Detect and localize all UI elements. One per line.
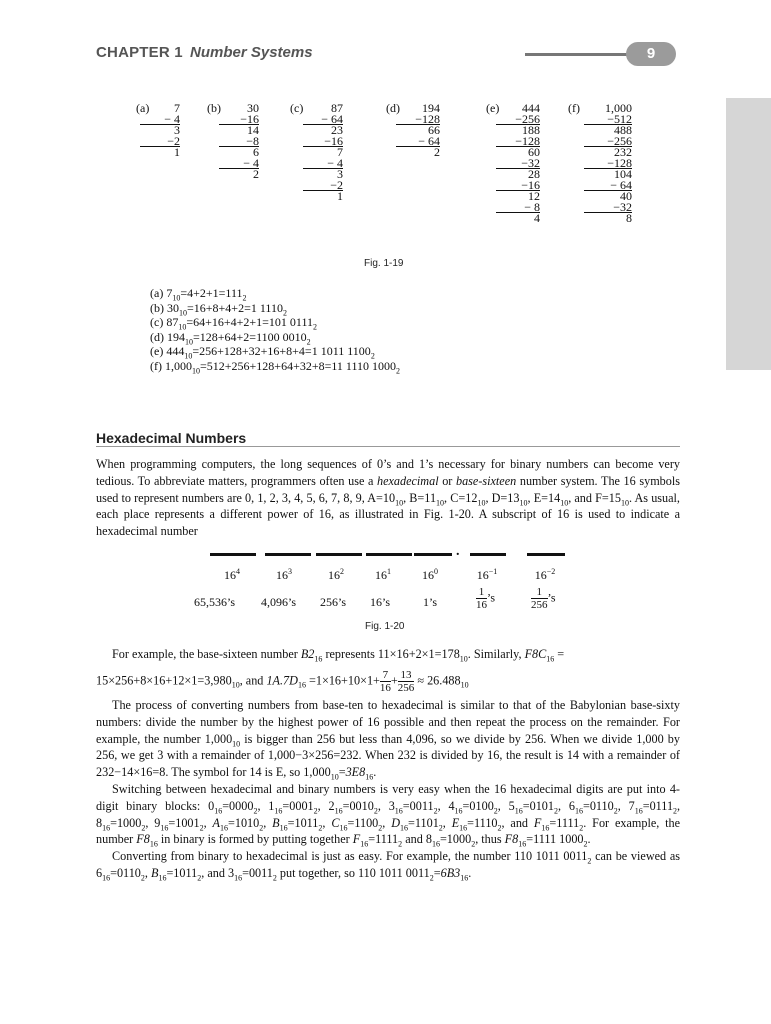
place-slot <box>210 553 256 556</box>
subtraction-line: −128 <box>584 158 632 170</box>
power-label: $16^3$ <box>276 567 292 582</box>
page-number: 9 <box>626 42 676 66</box>
subtraction-line: −128 <box>396 114 440 126</box>
hex-binary-pair: $8_{16}=1000_2$, <box>96 815 155 833</box>
subtraction-line: − 4 <box>303 158 343 170</box>
chapter-label: CHAPTER 1 <box>96 44 183 61</box>
hex-binary-pair: $2_{16}=0010_2$, <box>328 798 389 816</box>
subtraction-line: 1 <box>337 189 343 203</box>
subtraction-line: −256 <box>496 114 540 126</box>
place-slot <box>414 553 452 556</box>
binhex-paragraph: Converting from binary to hexadecimal is just as easy. For example, the number 110 1011 $0011_2$ can be viewed as $6_{16}=0110_2$, $B_{16}=1011_2$, and $3_{16}=0011_2$ put together, so 110 1011 $0011_2=6B3_{16}$. <box>96 849 680 883</box>
place-value-label: 65,536’s <box>194 595 236 609</box>
power-label: $16^{-1}$ <box>476 567 498 582</box>
intro-paragraph: When programming computers, the long sequences of 0’s and 1’s necessary for binary numbers can become very tedious. To abbreviate matters, programmers often use a hexadecimal or base-sixteen number system. The 16 symbols used to represent numbers are 0, 1, 2, 3, 4, 5, 6, 7, 8, 9, $A=10_{10}$, $B=11_{10}$, $C=12_{10}$, $D=13_{10}$, $E=14_{10}$, and $F=15_{10}$. As usual, each place represents a different power of 16, as illustrated in Fig. 1-20. A subscript of 16 is used to indicate a hexadecimal number <box>96 457 680 539</box>
subtraction-line: −256 <box>584 136 632 148</box>
hex-binary-pair: $C_{16}=1100_2$, <box>331 815 392 833</box>
power-label: $16^0$ <box>422 567 438 582</box>
subtraction-line: 4 <box>534 211 540 225</box>
example-paragraph: For example, the base-sixteen number $B2_{16}$ represents $11\times 16+2\times 1=178_{10}$. Similarly, $F8C_{16}$ = $15\times 256+8\times 16+12\times 1=3,980_{10}$, and $1A.7D_{16} =1\times 16+10\times 1+$ $\frac{7}{16}$ + $\frac{13}{256}$ ≈ $26.488_{10}$ <box>96 647 565 694</box>
hex-binary-pair: $E_{16}=1110_2$, and <box>451 815 534 833</box>
figure-1-20-caption: Fig. 1-20 <box>365 621 405 632</box>
subtraction-line: 8 <box>626 211 632 225</box>
hex-binary-pair: $3_{16}=0011_2$, <box>388 798 449 816</box>
hex-binary-pair: $5_{16}=0101_2$, <box>508 798 569 816</box>
subtraction-line: 60 <box>528 145 540 159</box>
header-rule <box>525 53 635 56</box>
section-rule <box>96 446 680 447</box>
subtraction-line: 87 <box>331 101 343 115</box>
result-line: (e) $444_{10}=256+128+32+16+8+4=1$ 1011 $1100_2$ <box>150 344 375 361</box>
power-label: $16^1$ <box>375 567 391 582</box>
subtraction-line: 232 <box>614 145 632 159</box>
subtraction-line: − 4 <box>140 114 180 126</box>
subtraction-label: (c) <box>290 101 304 115</box>
place-value-fraction: $\frac{1}{256}$ ’s <box>531 586 556 611</box>
hex-binary-pair: $0_{16}=0000_2$, <box>208 798 269 816</box>
subtraction-line: −8 <box>219 136 259 148</box>
subtraction-line: − 4 <box>219 158 259 170</box>
subtraction-line: 444 <box>522 101 540 115</box>
power-label: $16^2$ <box>328 567 344 582</box>
subtraction-line: 2 <box>253 167 259 181</box>
place-slot <box>265 553 311 556</box>
hex-binary-pair: $B_{16}=1011_2$, <box>272 815 332 833</box>
power-label: $16^{-2}$ <box>534 567 556 582</box>
subtraction-line: −16 <box>219 114 259 126</box>
result-line: (b) $30_{10}=16+8+4+2=1$ $1110_2$ <box>150 300 287 317</box>
subtraction-line: −128 <box>496 136 540 148</box>
subtraction-line: −32 <box>496 158 540 170</box>
subtraction-line: 194 <box>422 101 440 115</box>
place-value-label: 1’s <box>423 595 438 609</box>
hex-binary-pair: $9_{16}=1001_2$, <box>154 815 213 833</box>
subtraction-line: 488 <box>614 123 632 137</box>
subtraction-line: 6 <box>253 145 259 159</box>
power-label: $16^4$ <box>224 567 240 582</box>
subtraction-label: (e) <box>486 101 500 115</box>
thumb-tab <box>726 98 771 370</box>
subtraction-line: 28 <box>528 167 540 181</box>
subtraction-line: − 64 <box>396 136 440 148</box>
hex-binary-pair: $4_{16}=0100_2$, <box>448 798 509 816</box>
chapter-title: Number Systems <box>190 44 313 61</box>
subtraction-line: 2 <box>434 145 440 159</box>
result-line: (f) $1,000_{10}=512+256+128+64+32+8=11$ 1110 $1000_2$ <box>150 358 401 375</box>
subtraction-line: − 8 <box>496 202 540 214</box>
subtraction-line: 1 <box>174 145 180 159</box>
place-slot <box>470 553 506 556</box>
place-value-label: 16’s <box>370 595 391 609</box>
hex-binary-pair: $F_{16}=1111_2$. <box>533 815 587 833</box>
hex-binary-pair: $7_{16}=0111_2$, <box>628 798 681 816</box>
subtraction-line: 3 <box>337 167 343 181</box>
subtraction-line: 40 <box>620 189 632 203</box>
subtraction-label: (b) <box>207 101 221 115</box>
place-slot <box>316 553 362 556</box>
subtraction-line: 14 <box>247 123 259 137</box>
hex-binary-pair: $1_{16}=0001_2$, <box>268 798 329 816</box>
subtraction-line: 104 <box>614 167 632 181</box>
subtraction-line: 7 <box>337 145 343 159</box>
subtraction-line: 3 <box>174 123 180 137</box>
subtraction-line: 1,000 <box>605 101 632 115</box>
subtraction-line: −16 <box>303 136 343 148</box>
place-slot <box>366 553 412 556</box>
subtraction-label: (a) <box>136 101 150 115</box>
place-value-label: 256’s <box>320 595 347 609</box>
result-line: (a) $7_{10}=4+2+1=111_2$ <box>150 286 247 303</box>
subtraction-line: − 64 <box>303 114 343 126</box>
radix-point: . <box>456 544 460 559</box>
hex-binary-pair: $A_{16}=1010_2$, <box>212 815 273 833</box>
subtraction-line: −2 <box>303 180 343 192</box>
subtraction-line: −32 <box>584 202 632 214</box>
subtraction-line: − 64 <box>584 180 632 192</box>
conversion-paragraph: The process of converting numbers from base-ten to hexadecimal is similar to that of the Babylonian base-sixty numbers: divide the number by the highest power of 16 possible and then repeat the process on the remainder. For example, the number $1,000_{10}$ is bigger than 256 but less than 4,096, so we divide by 256. When we divide 1,000 by 256, we get 3 with a remainder of 1,000−3×256=232. When 232 is divided by 16, the result is 14 with a remainder of 232−14×16=8. The symbol for 14 is E, so $1,000_{10}=3E8_{16}$. <box>96 698 680 782</box>
subtraction-line: 23 <box>331 123 343 137</box>
switching-paragraph: Switching between hexadecimal and binary numbers is very easy when the 16 hexadecimal digits are put into 4-digit binary blocks: $0_{16}=0000_2$, $1_{16}=0001_2$, $2_{16}=0010_2$, $3_{16}=0011_2$, $4_{16}=0100_2$, $5_{16}=0101_2$, $6_{16}=0110_2$, $7_{16}=0111_2$, $8_{16}=1000_2$, $9_{16}=1001_2$, $A_{16}=1010_2$, $B_{16}=1011_2$, $C_{16}=1100_2$, $D_{16}=1101_2$, $E_{16}=1110_2$, and $F_{16}=1111_2$. For example, the number $F8_{16}$ in binary is formed by putting together $F_{16}=1111_2$ and $8_{16}=1000_2$, thus $F8_{16}=1111$ $1000_2$. <box>96 781 681 849</box>
figure-1-19-caption: Fig. 1-19 <box>364 258 404 269</box>
subtraction-label: (f) <box>568 101 580 115</box>
subtraction-label: (d) <box>386 101 400 115</box>
result-line: (c) $87_{10}=64+16+4+2+1=101$ $0111_2$ <box>150 315 318 332</box>
subtraction-line: 7 <box>174 101 180 115</box>
hex-binary-pair: $D_{16}=1101_2$, <box>391 815 452 833</box>
subtraction-line: 188 <box>522 123 540 137</box>
hex-binary-pair: $6_{16}=0110_2$, <box>568 798 629 816</box>
place-slot <box>527 553 565 556</box>
place-value-fraction: $\frac{1}{16}$ ’s <box>476 586 496 611</box>
body-paragraphs <box>96 697 680 882</box>
section-heading: Hexadecimal Numbers <box>96 430 247 446</box>
subtraction-line: 12 <box>528 189 540 203</box>
subtraction-line: −512 <box>584 114 632 126</box>
result-line: (d) $194_{10}=128+64+2=1100$ $0010_2$ <box>150 329 311 346</box>
subtraction-line: 30 <box>247 101 259 115</box>
conversion-results <box>150 286 400 373</box>
place-value-label: 4,096’s <box>261 595 297 609</box>
subtraction-line: −16 <box>496 180 540 192</box>
subtraction-line: −2 <box>140 136 180 148</box>
subtraction-line: 66 <box>428 123 440 137</box>
